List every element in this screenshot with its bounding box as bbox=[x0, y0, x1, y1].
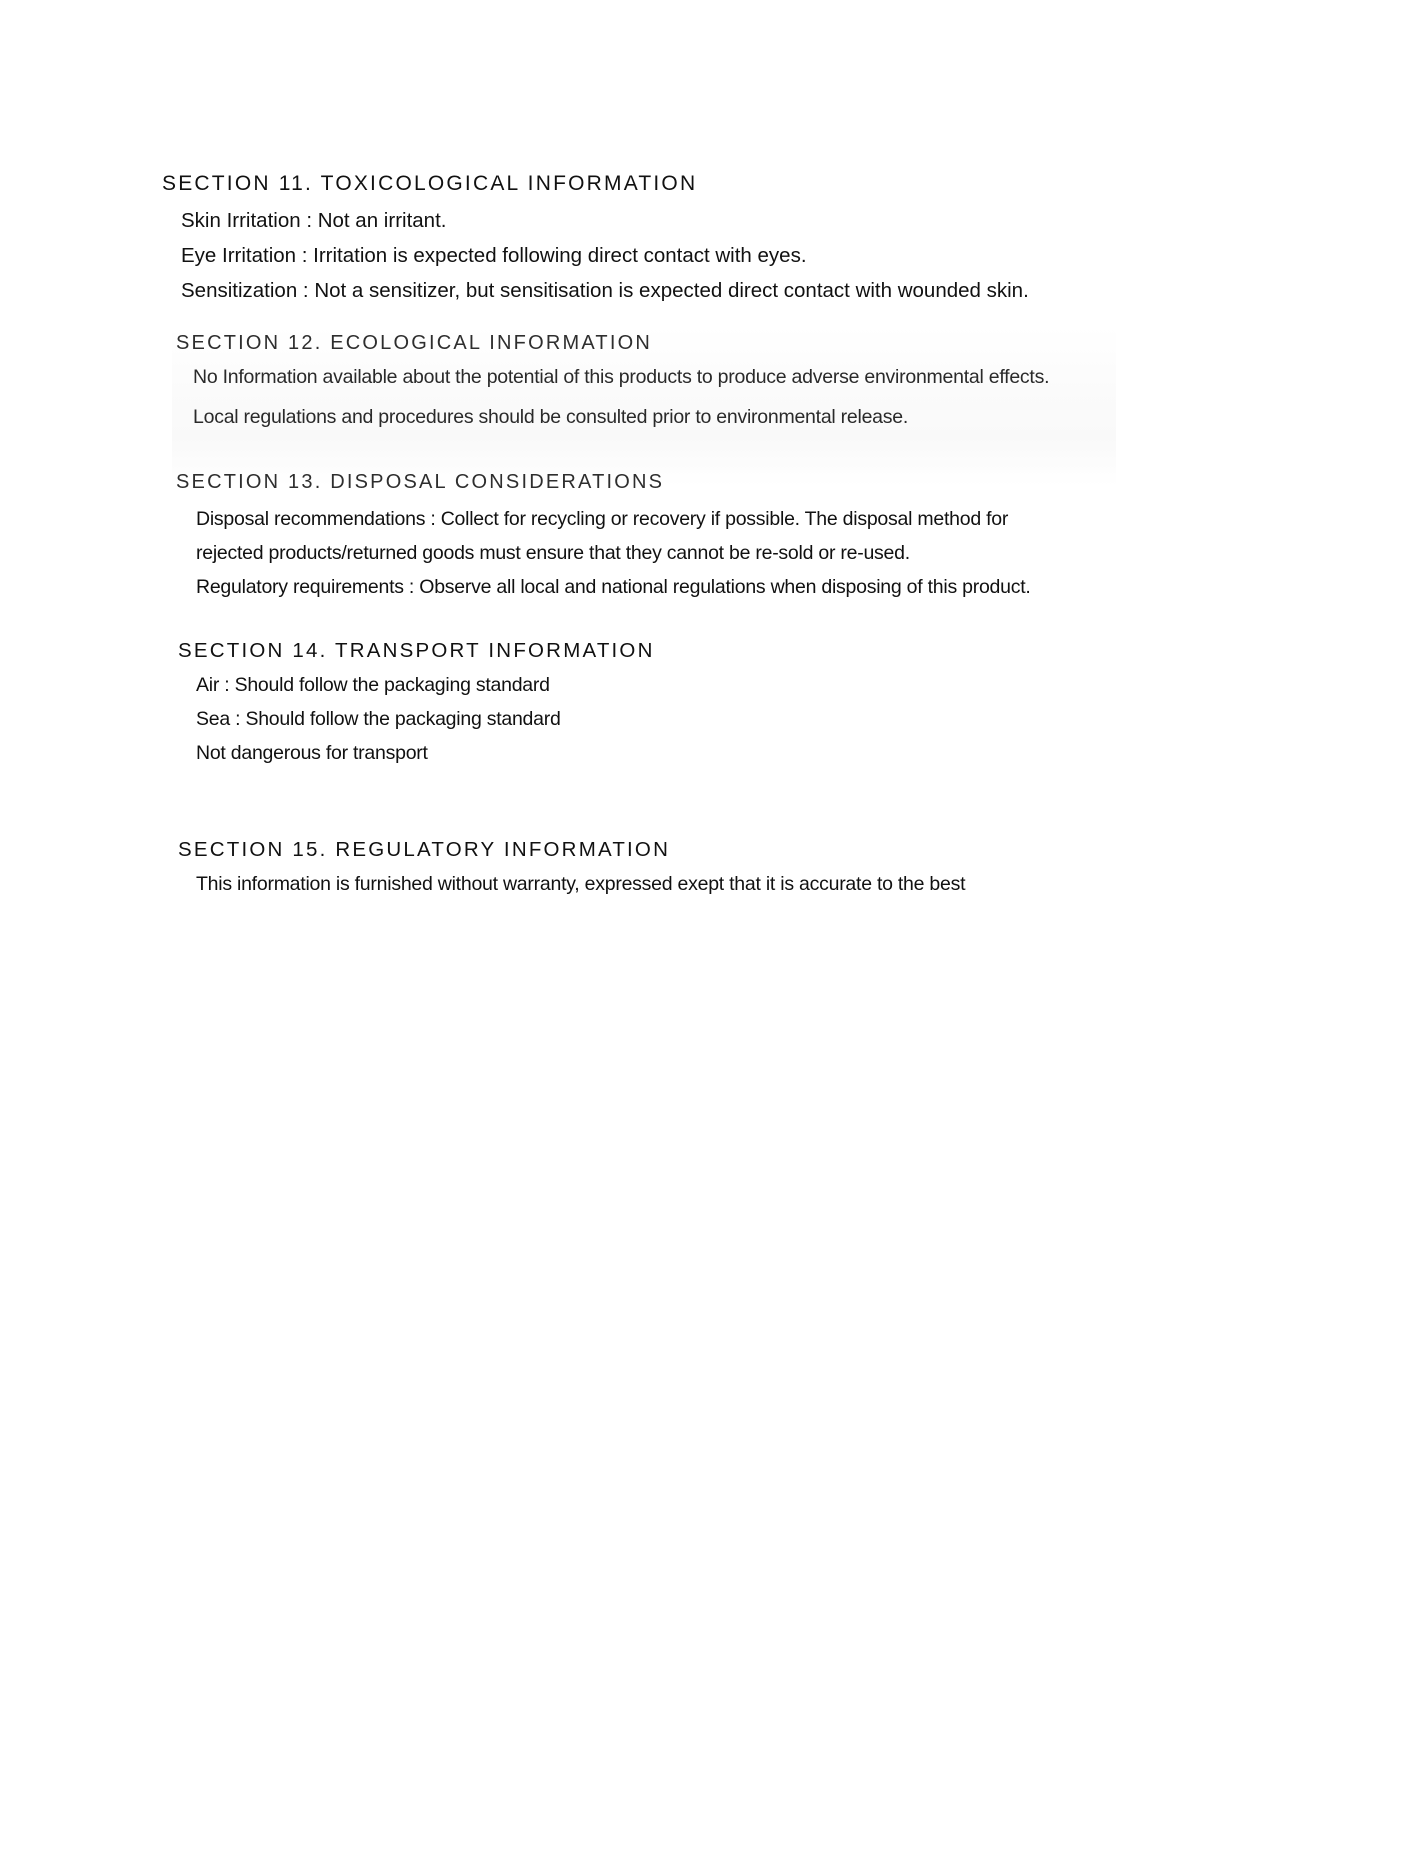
disposal-recommendations-line: Disposal recommendations : Collect for recycling or recovery if possible. The disposal method for bbox=[196, 508, 1009, 530]
section-14-heading: SECTION 14. TRANSPORT INFORMATION bbox=[178, 639, 655, 662]
section-15-heading: SECTION 15. REGULATORY INFORMATION bbox=[178, 838, 671, 861]
skin-irritation-line: Skin Irritation : Not an irritant. bbox=[181, 209, 447, 232]
eye-irritation-line: Eye Irritation : Irritation is expected following direct contact with eyes. bbox=[181, 244, 807, 267]
section-12-heading: SECTION 12. ECOLOGICAL INFORMATION bbox=[176, 332, 652, 354]
not-dangerous-line: Not dangerous for transport bbox=[196, 742, 428, 764]
regulatory-requirements-line: Regulatory requirements : Observe all local and national regulations when disposing of this product. bbox=[196, 576, 1031, 598]
section-13-heading: SECTION 13. DISPOSAL CONSIDERATIONS bbox=[176, 471, 665, 493]
local-regulations-line: Local regulations and procedures should be consulted prior to environmental release. bbox=[193, 406, 909, 428]
sea-transport-line: Sea : Should follow the packaging standard bbox=[196, 708, 561, 730]
warranty-disclaimer-line: This information is furnished without warranty, expressed exept that it is accurate to the best bbox=[196, 873, 966, 895]
disposal-rejected-products-line: rejected products/returned goods must ensure that they cannot be re-sold or re-used. bbox=[196, 542, 910, 564]
air-transport-line: Air : Should follow the packaging standard bbox=[196, 674, 550, 696]
section-11-heading: SECTION 11. TOXICOLOGICAL INFORMATION bbox=[162, 172, 698, 195]
ecological-info-line: No Information available about the potential of this products to produce adverse environmental effects. bbox=[193, 366, 1050, 388]
sensitization-line: Sensitization : Not a sensitizer, but sensitisation is expected direct contact with wounded skin. bbox=[181, 279, 1029, 302]
